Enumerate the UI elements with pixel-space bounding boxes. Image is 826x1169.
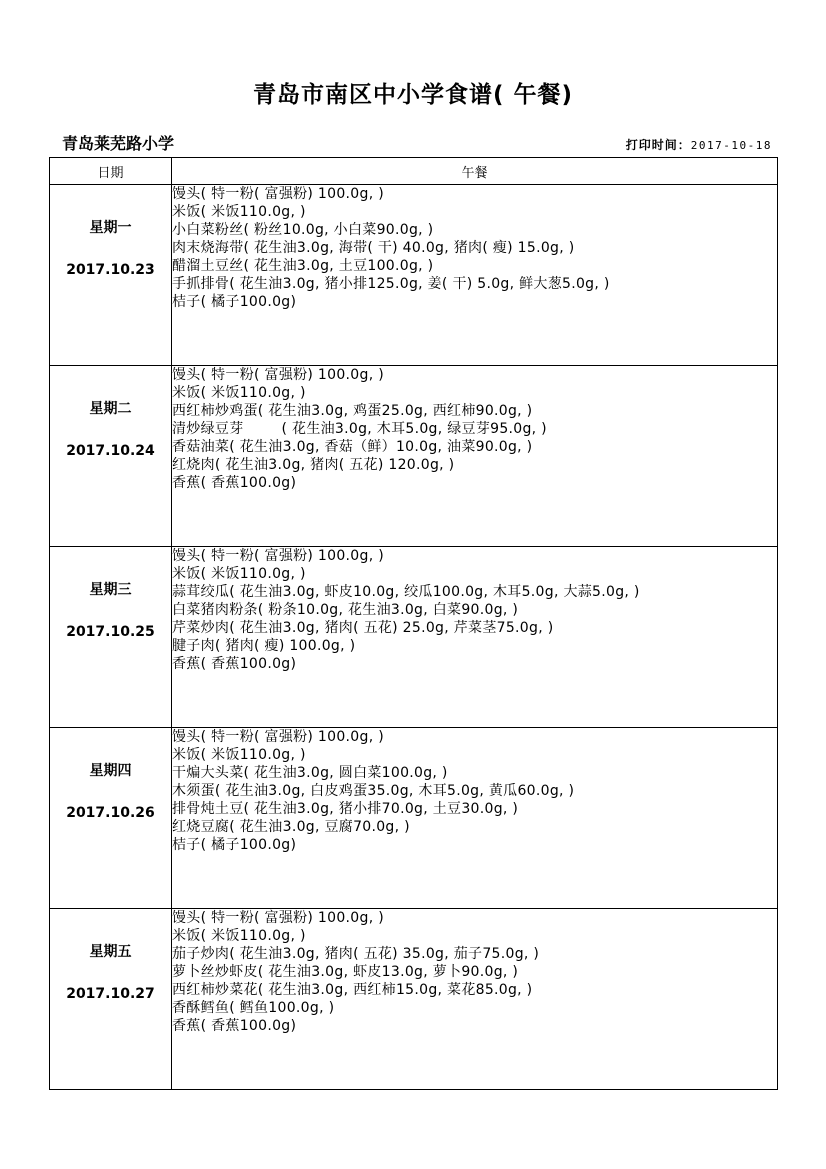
print-time — [626, 136, 772, 153]
dish-item: 米饭( 米饭110.0g, ) — [172, 385, 306, 401]
weekday-label: 星期五 — [89, 944, 132, 960]
dish-item: 小白菜粉丝( 粉丝10.0g, 小白菜90.0g, ) — [172, 222, 434, 238]
dish-item: 馒头( 特一粉( 富强粉) 100.0g, ) — [172, 367, 384, 383]
dish-item: 馒头( 特一粉( 富强粉) 100.0g, ) — [172, 186, 384, 202]
dish-item: 肉末烧海带( 花生油3.0g, 海带( 干) 40.0g, 猪肉( 瘦) 15.0g, ) — [172, 240, 575, 256]
date-label: 2017.10.26 — [66, 805, 155, 821]
date-cell — [50, 547, 172, 728]
dish-item: 香蕉( 香蕉100.0g) — [172, 1018, 297, 1034]
date-label: 2017.10.23 — [66, 262, 155, 278]
table-row — [50, 728, 778, 909]
dish-item: 芹菜炒肉( 花生油3.0g, 猪肉( 五花) 25.0g, 芹菜茎75.0g, ) — [172, 620, 554, 636]
dish-item: 香菇油菜( 花生油3.0g, 香菇（鲜）10.0g, 油菜90.0g, ) — [172, 439, 533, 455]
dish-item: 排骨炖土豆( 花生油3.0g, 猪小排70.0g, 土豆30.0g, ) — [172, 801, 519, 817]
date-label: 2017.10.25 — [66, 624, 155, 640]
dish-item: 香酥鳕鱼( 鳕鱼100.0g, ) — [172, 1000, 335, 1016]
print-time-value: 2017-10-18 — [690, 139, 772, 152]
table-row — [50, 547, 778, 728]
date-cell — [50, 185, 172, 366]
dish-item: 桔子( 橘子100.0g) — [172, 837, 297, 853]
dishes-cell — [172, 909, 778, 1090]
table-row — [50, 909, 778, 1090]
dish-item: 馒头( 特一粉( 富强粉) 100.0g, ) — [172, 729, 384, 745]
date-cell — [50, 366, 172, 547]
weekday-label: 星期一 — [89, 220, 132, 236]
dish-item: 萝卜丝炒虾皮( 花生油3.0g, 虾皮13.0g, 萝卜90.0g, ) — [172, 964, 519, 980]
date-cell — [50, 909, 172, 1090]
weekday-label: 星期三 — [89, 582, 132, 598]
weekday-label: 星期二 — [89, 401, 132, 417]
dish-item: 手抓排骨( 花生油3.0g, 猪小排125.0g, 姜( 干) 5.0g, 鲜大葱5.0g, ) — [172, 276, 610, 292]
dish-item: 馒头( 特一粉( 富强粉) 100.0g, ) — [172, 910, 384, 926]
dish-item: 米饭( 米饭110.0g, ) — [172, 747, 306, 763]
dish-item: 木须蛋( 花生油3.0g, 白皮鸡蛋35.0g, 木耳5.0g, 黄瓜60.0g, ) — [172, 783, 575, 799]
dish-item: 香蕉( 香蕉100.0g) — [172, 475, 297, 491]
dish-item: 香蕉( 香蕉100.0g) — [172, 656, 297, 672]
dish-item: 米饭( 米饭110.0g, ) — [172, 566, 306, 582]
table-header-row — [50, 158, 778, 185]
dish-item: 茄子炒肉( 花生油3.0g, 猪肉( 五花) 35.0g, 茄子75.0g, ) — [172, 946, 540, 962]
date-label: 2017.10.27 — [66, 986, 155, 1002]
dish-item: 醋溜土豆丝( 花生油3.0g, 土豆100.0g, ) — [172, 258, 434, 274]
school-name: 青岛莱芜路小学 — [62, 134, 175, 153]
header-date: 日期 — [50, 158, 172, 185]
dish-item: 米饭( 米饭110.0g, ) — [172, 204, 306, 220]
dishes-cell — [172, 547, 778, 728]
dish-item: 清炒绿豆芽 ( 花生油3.0g, 木耳5.0g, 绿豆芽95.0g, ) — [172, 421, 547, 437]
table-row — [50, 185, 778, 366]
dish-item: 红烧肉( 花生油3.0g, 猪肉( 五花) 120.0g, ) — [172, 457, 455, 473]
dishes-cell — [172, 366, 778, 547]
date-label: 2017.10.24 — [66, 443, 155, 459]
dishes-cell — [172, 728, 778, 909]
menu-body — [50, 185, 778, 1090]
dish-item: 白菜猪肉粉条( 粉条10.0g, 花生油3.0g, 白菜90.0g, ) — [172, 602, 519, 618]
dish-item: 桔子( 橘子100.0g) — [172, 294, 297, 310]
dish-item: 红烧豆腐( 花生油3.0g, 豆腐70.0g, ) — [172, 819, 410, 835]
dish-item: 馒头( 特一粉( 富强粉) 100.0g, ) — [172, 548, 384, 564]
date-cell — [50, 728, 172, 909]
weekday-label: 星期四 — [89, 763, 132, 779]
dishes-cell — [172, 185, 778, 366]
menu-table — [49, 157, 778, 1090]
dish-item: 西红柿炒鸡蛋( 花生油3.0g, 鸡蛋25.0g, 西红柿90.0g, ) — [172, 403, 533, 419]
print-time-label: 打印时间： — [625, 138, 691, 152]
table-row — [50, 366, 778, 547]
dish-item: 西红柿炒菜花( 花生油3.0g, 西红柿15.0g, 菜花85.0g, ) — [172, 982, 533, 998]
page-title: 青岛市南区中小学食谱( 午餐) — [252, 82, 574, 108]
dish-item: 干煸大头菜( 花生油3.0g, 圆白菜100.0g, ) — [172, 765, 448, 781]
header-meal: 午餐 — [172, 158, 778, 185]
dish-item: 腱子肉( 猪肉( 瘦) 100.0g, ) — [172, 638, 356, 654]
dish-item: 蒜茸绞瓜( 花生油3.0g, 虾皮10.0g, 绞瓜100.0g, 木耳5.0g, 大蒜5.0g, ) — [172, 584, 640, 600]
dish-item: 米饭( 米饭110.0g, ) — [172, 928, 306, 944]
